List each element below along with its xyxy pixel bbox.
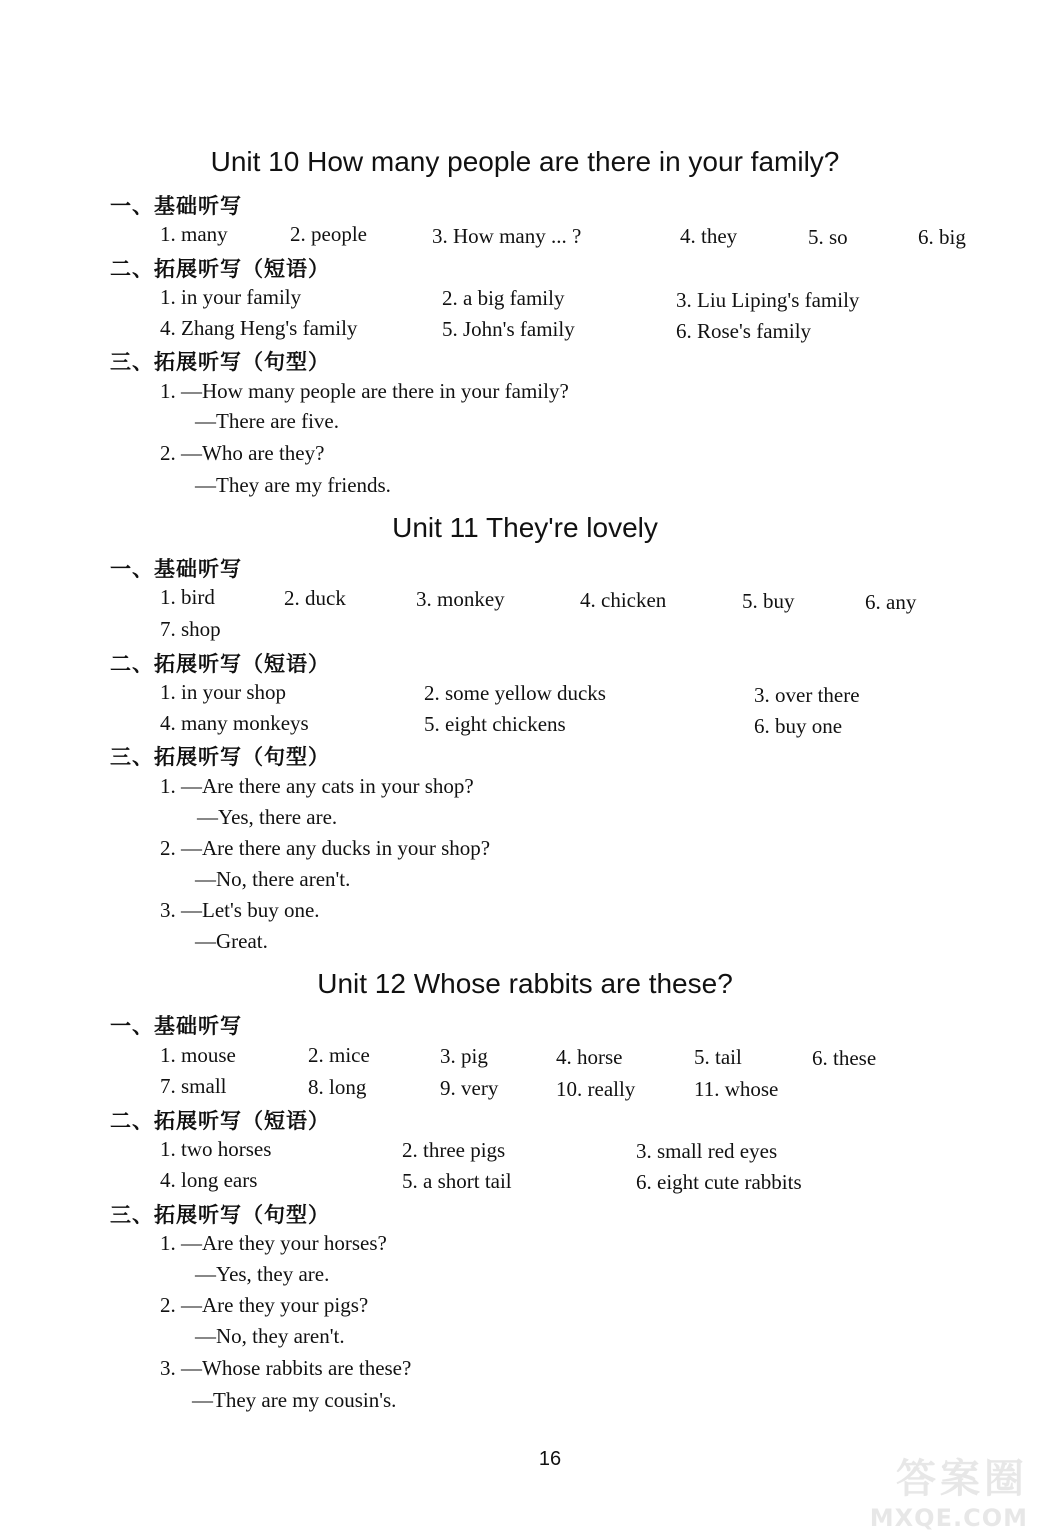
phrase-item: 2. some yellow ducks — [424, 681, 606, 705]
word-item: 1. many — [160, 222, 228, 246]
sentence-line: —Yes, they are. — [195, 1262, 330, 1286]
phrase-item: 6. Rose's family — [676, 319, 812, 343]
phrase-item: 1. in your family — [160, 285, 302, 309]
word-item: 10. really — [556, 1077, 636, 1101]
unit-10-sentence-heading: 三、拓展听写（句型） — [110, 350, 330, 374]
word-item: 5. tail — [694, 1045, 742, 1069]
phrase-item: 5. a short tail — [402, 1169, 512, 1193]
word-item: 1. bird — [160, 585, 215, 609]
phrase-item: 5. John's family — [442, 317, 575, 341]
watermark-text: 答案圈 — [896, 1456, 1028, 1502]
unit-10-phrase-heading: 二、拓展听写（短语） — [110, 257, 330, 281]
word-item: 4. horse — [556, 1045, 623, 1069]
phrase-item: 2. a big family — [442, 286, 565, 310]
word-item: 6. any — [865, 590, 917, 614]
sentence-line: —No, they aren't. — [195, 1324, 345, 1348]
sentence-line: 1. —How many people are there in your family? — [160, 379, 569, 403]
sentence-line: 1. —Are there any cats in your shop? — [160, 774, 474, 798]
unit-12-title: Unit 12 Whose rabbits are these? — [317, 968, 733, 999]
unit-10-title: Unit 10 How many people are there in your family? — [210, 146, 840, 177]
word-item: 2. duck — [284, 586, 346, 610]
phrase-item: 1. in your shop — [160, 680, 286, 704]
word-item: 4. they — [680, 224, 738, 248]
phrase-item: 1. two horses — [160, 1137, 272, 1161]
sentence-line: —They are my friends. — [195, 473, 391, 497]
sentence-line: —No, there aren't. — [195, 867, 351, 891]
sentence-line: 2. —Are they your pigs? — [160, 1293, 369, 1317]
phrase-item: 3. over there — [754, 683, 860, 707]
phrase-item: 4. long ears — [160, 1168, 258, 1192]
phrase-item: 6. eight cute rabbits — [636, 1170, 802, 1194]
unit-11-phrase-heading: 二、拓展听写（短语） — [110, 652, 330, 676]
unit-11-title: Unit 11 They're lovely — [392, 512, 658, 543]
word-item: 7. shop — [160, 617, 221, 641]
sentence-line: 2. —Are there any ducks in your shop? — [160, 836, 491, 860]
sentence-line: —They are my cousin's. — [192, 1388, 397, 1412]
word-item: 2. people — [290, 222, 367, 246]
sentence-line: 3. —Whose rabbits are these? — [160, 1356, 412, 1380]
phrase-item: 5. eight chickens — [424, 712, 566, 736]
page-number: 16 — [538, 1448, 562, 1470]
word-item: 7. small — [160, 1074, 227, 1098]
phrase-item: 6. buy one — [754, 714, 843, 738]
word-item: 9. very — [440, 1076, 499, 1100]
word-item: 11. whose — [694, 1077, 779, 1101]
sentence-line: 3. —Let's buy one. — [160, 898, 320, 922]
sentence-line: —Yes, there are. — [197, 805, 338, 829]
word-item: 3. monkey — [416, 587, 505, 611]
unit-12-basic-heading: 一、基础听写 — [110, 1014, 242, 1038]
word-item: 5. buy — [742, 589, 795, 613]
word-item: 3. pig — [440, 1044, 488, 1068]
word-item: 6. these — [812, 1046, 877, 1070]
phrase-item: 4. many monkeys — [160, 711, 309, 735]
unit-11-basic-heading: 一、基础听写 — [110, 557, 242, 581]
unit-12-sentence-heading: 三、拓展听写（句型） — [110, 1203, 330, 1227]
unit-12-phrase-heading: 二、拓展听写（短语） — [110, 1109, 330, 1133]
phrase-item: 3. small red eyes — [636, 1139, 778, 1163]
phrase-item: 3. Liu Liping's family — [676, 288, 860, 312]
phrase-item: 4. Zhang Heng's family — [160, 316, 358, 340]
word-item: 8. long — [308, 1075, 367, 1099]
word-item: 6. big — [918, 225, 966, 249]
watermark-url: MXQE.COM — [869, 1504, 1028, 1532]
word-item: 1. mouse — [160, 1043, 236, 1067]
sentence-line: 1. —Are they your horses? — [160, 1231, 387, 1255]
sentence-line: —Great. — [195, 929, 268, 953]
unit-11-sentence-heading: 三、拓展听写（句型） — [110, 745, 330, 769]
watermark-logo — [870, 1447, 1028, 1532]
word-item: 5. so — [808, 225, 848, 249]
sentence-line: 2. —Who are they? — [160, 441, 325, 465]
word-item: 2. mice — [308, 1043, 370, 1067]
word-item: 3. How many ... ? — [432, 224, 582, 248]
phrase-item: 2. three pigs — [402, 1138, 506, 1162]
word-item: 4. chicken — [580, 588, 667, 612]
unit-10-basic-heading: 一、基础听写 — [110, 194, 242, 218]
sentence-line: —There are five. — [195, 409, 339, 433]
